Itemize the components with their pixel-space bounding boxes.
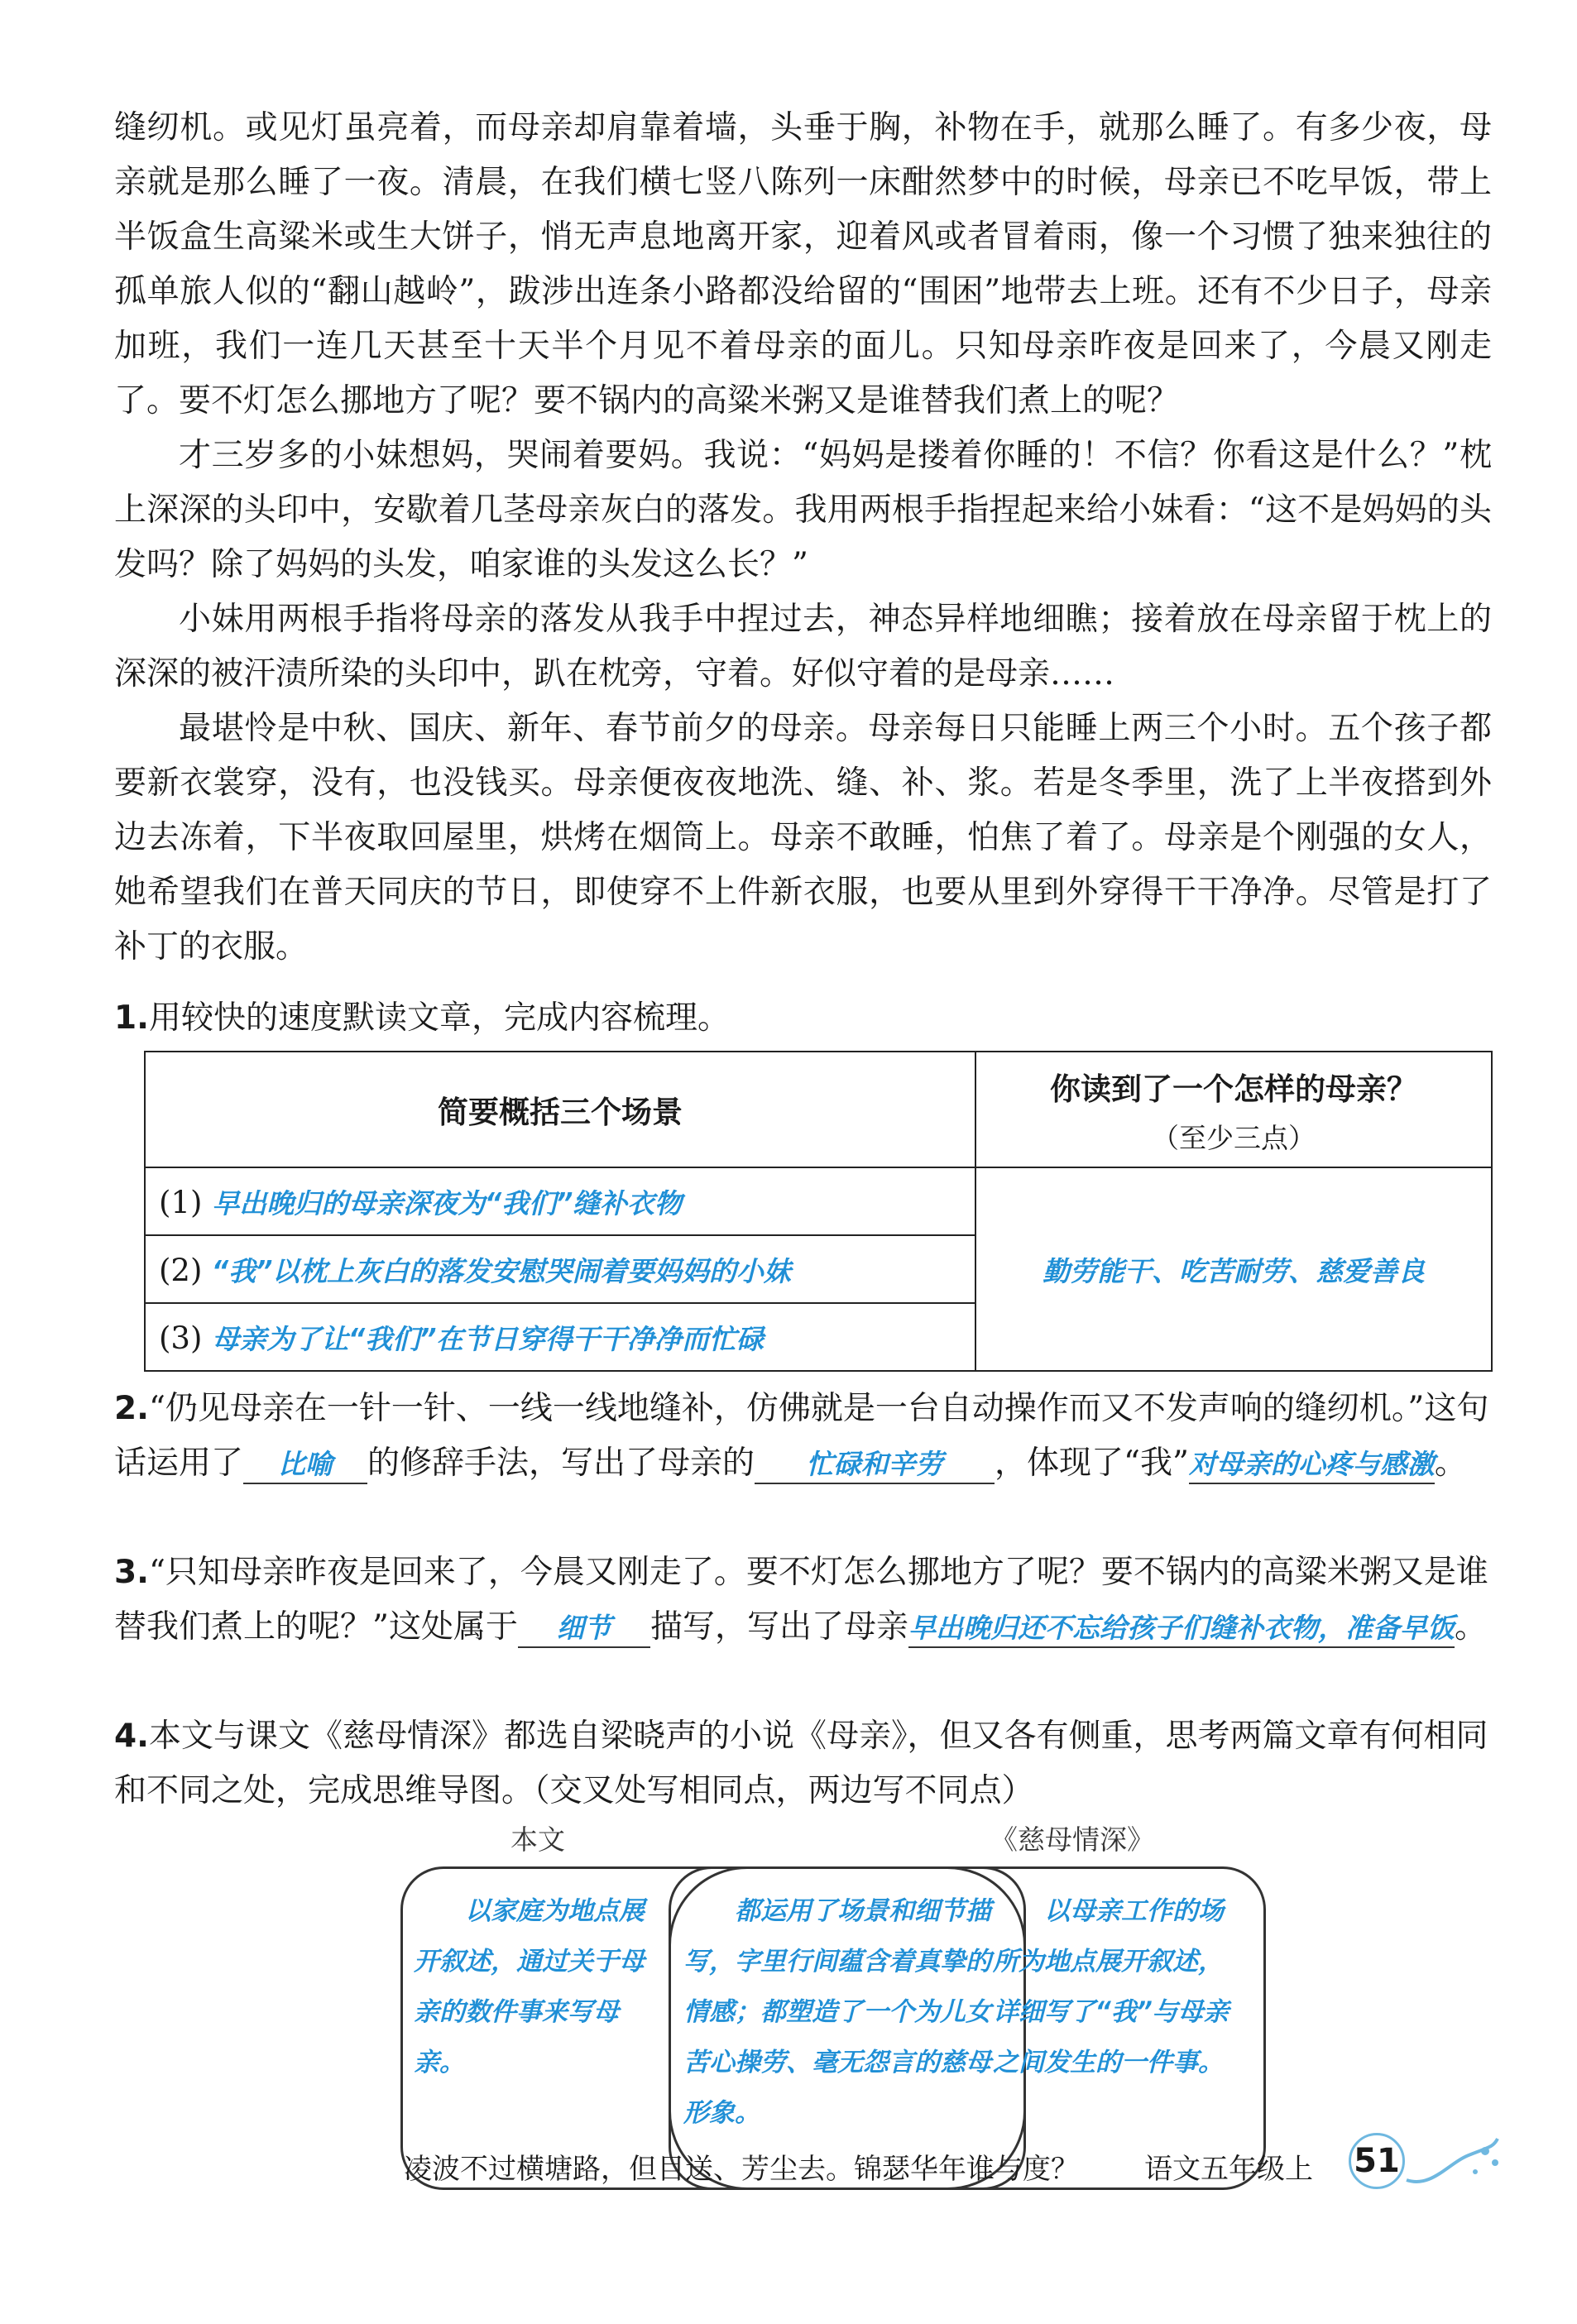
venn-overlap-answer: 都运用了场景和细节描写，字里行间蕴含着真挚的情感；都塑造了一个为儿女苦心操劳、毫无怨言的慈母形象。 bbox=[683, 1896, 991, 2128]
venn-right-answer: 以母亲工作的场所为地点展开叙述，详细写了“我”与母亲之间发生的一件事。 bbox=[993, 1896, 1229, 2077]
footer-quote: 凌波不过横塘路，但目送、芳尘去。锦瑟华年谁与度？ bbox=[404, 2153, 1079, 2186]
passage-paragraph: 才三岁多的小妹想妈，哭闹着要妈。我说：“妈妈是搂着你睡的！不信？你看这是什么？”枕上深深的头印中，安歇着几茎母亲灰白的落发。我用两根手指捏起来给小妹看：“这不是妈妈的头发吗？除了妈妈的头发，咱家谁的头发这么长？” bbox=[114, 437, 1492, 583]
answer-blank[interactable] bbox=[908, 1609, 1455, 1648]
question-text: “只知母亲昨夜是回来了，今晨又刚走了。要不灯怎么挪地方了呢？要不锅内的高粱米粥又是谁替我们煮上的呢？”这处属于 bbox=[114, 1554, 1488, 1646]
question-number: 3. bbox=[114, 1554, 149, 1591]
question-number: 2. bbox=[114, 1390, 149, 1427]
blank-answer: 细节 bbox=[556, 1612, 611, 1644]
answer-blank[interactable] bbox=[518, 1609, 650, 1648]
row-label: (3) bbox=[159, 1320, 203, 1356]
question-text: 用较快的速度默读文章，完成内容梳理。 bbox=[148, 999, 730, 1037]
venn-left-answer: 以家庭为地点展开叙述，通过关于母亲的数件事来写母亲。 bbox=[414, 1896, 645, 2077]
header-note: （至少三点） bbox=[1152, 1121, 1316, 1154]
question-number: 4. bbox=[114, 1718, 149, 1755]
table-row bbox=[145, 1235, 975, 1303]
row-answer: “我”以枕上灰白的落发安慰哭闹着要妈妈的小妹 bbox=[212, 1254, 791, 1287]
question-number: 1. bbox=[114, 999, 149, 1037]
answer-blank[interactable] bbox=[1189, 1445, 1435, 1484]
blank-answer: 早出晚归还不忘给孩子们缝补衣物，准备早饭 bbox=[908, 1612, 1455, 1644]
question-text: 的修辞手法，写出了母亲的 bbox=[367, 1445, 755, 1482]
question-4 bbox=[114, 1709, 1492, 1818]
question-text: 。 bbox=[1454, 1608, 1487, 1646]
reading-passage bbox=[114, 101, 1492, 975]
table-row bbox=[145, 1167, 975, 1235]
blank-answer: 比喻 bbox=[278, 1448, 333, 1480]
question-text: 本文与课文《慈母情深》都选自梁晓声的小说《母亲》，但又各有侧重，思考两篇文章有何相同和不同之处，完成思维导图。（交叉处写相同点，两边写不同点） bbox=[114, 1718, 1488, 1809]
question-text: ，体现了“我” bbox=[995, 1445, 1189, 1482]
mother-summary-cell bbox=[975, 1167, 1492, 1371]
passage-paragraph: 缝纫机。或见灯虽亮着，而母亲却肩靠着墙，头垂于胸，补物在手，就那么睡了。有多少夜，母亲就是那么睡了一夜。清晨，在我们横七竖八陈列一床酣然梦中的时候，母亲已不吃早饭，带上半饭盒生高粱米或生大饼子，悄无声息地离开家，迎着风或者冒着雨，像一个习惯了独来独往的孤单旅人似的“翻山越岭”，跋涉出连条小路都没给留的“围困”地带去上班。还有不少日子，母亲加班，我们一连几天甚至十天半个月见不着母亲的面儿。只知母亲昨夜是回来了，今晨又刚走了。要不灯怎么挪地方了呢？要不锅内的高粱米粥又是谁替我们煮上的呢？ bbox=[114, 109, 1492, 419]
venn-right-title: 《慈母情深》 bbox=[990, 1823, 1154, 1856]
passage-paragraph: 小妹用两根手指将母亲的落发从我手中捏过去，神态异样地细瞧；接着放在母亲留于枕上的深深的被汗渍所染的头印中，趴在枕旁，守着。好似守着的是母亲…… bbox=[114, 601, 1492, 692]
scene-summary-table bbox=[144, 1051, 1493, 1372]
row-answer: 母亲为了让“我们”在节日穿得干干净净而忙碌 bbox=[212, 1322, 764, 1355]
blank-answer: 忙碌和辛劳 bbox=[806, 1448, 943, 1480]
mother-summary-answer: 勤劳能干、吃苦耐劳、慈爱善良 bbox=[1043, 1254, 1425, 1287]
answer-blank[interactable] bbox=[243, 1445, 367, 1484]
question-text: 。 bbox=[1434, 1445, 1467, 1482]
header-question: 你读到了一个怎样的母亲？ bbox=[1050, 1071, 1417, 1107]
footer-book-title: 语文五年级上 bbox=[1144, 2153, 1313, 2186]
table-header-scenes: 简要概括三个场景 bbox=[145, 1052, 975, 1167]
row-answer: 早出晚归的母亲深夜为“我们”缝补衣物 bbox=[212, 1186, 682, 1220]
table-header-mother bbox=[975, 1052, 1492, 1167]
passage-paragraph: 最堪怜是中秋、国庆、新年、春节前夕的母亲。母亲每日只能睡上两三个小时。五个孩子都要新衣裳穿，没有，也没钱买。母亲便夜夜地洗、缝、补、浆。若是冬季里，洗了上半夜搭到外边去冻着，下半夜取回屋里，烘烤在烟筒上。母亲不敢睡，怕焦了着了。母亲是个刚强的女人，她希望我们在普天同庆的节日，即使穿不上件新衣服，也要从里到外穿得干干净净。尽管是打了补丁的衣服。 bbox=[114, 710, 1492, 966]
row-label: (1) bbox=[159, 1184, 203, 1220]
answer-blank[interactable] bbox=[755, 1445, 995, 1484]
question-text: “仍见母亲在一针一针、一线一线地缝补，仿佛就是一台自动操作而又不发声响的缝纫机。”这句话运用了 bbox=[114, 1390, 1489, 1482]
question-text: 描写，写出了母亲 bbox=[649, 1608, 908, 1646]
blank-answer: 对母亲的心疼与感激 bbox=[1188, 1448, 1435, 1480]
question-3 bbox=[114, 1545, 1492, 1655]
flourish-icon bbox=[1402, 2135, 1502, 2192]
row-label: (2) bbox=[159, 1252, 203, 1288]
question-2 bbox=[114, 1382, 1492, 1491]
page-number: 51 bbox=[1349, 2133, 1405, 2189]
table-row bbox=[145, 1303, 975, 1371]
question-1 bbox=[114, 991, 1492, 1046]
venn-left-title: 本文 bbox=[510, 1823, 565, 1856]
